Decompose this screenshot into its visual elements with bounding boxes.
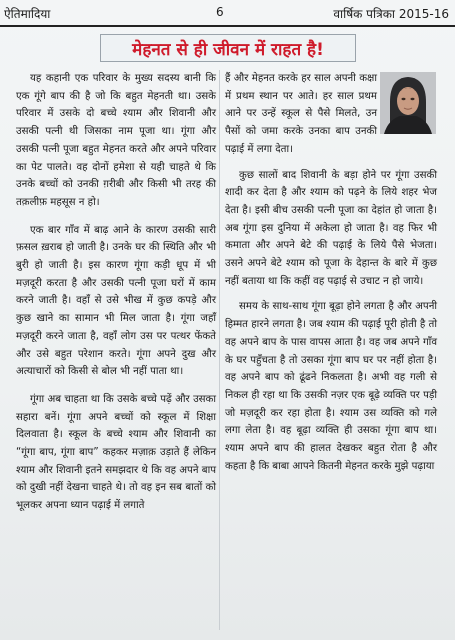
- page-number: 6: [216, 5, 224, 19]
- paragraph: एक बार गाँव में बाढ़ आने के कारण उसकी सारी फ़सल ख़राब हो जाती है। उनके घर की स्थिति और भी बुरी हो जाती है। इस कारण गूंगा कड़ी धूप में भी मज़दूरी करता है और उसकी पत्नी पूजा घरों में काम करने जाती है। वहाँ से उसे भीख में कुछ कपड़े और कुछ खाने का सामान भी मिल जाता है। गूंगा जहाँ मज़दूरी करने जाता है, वहाँ लोग उस पर पत्थर फेंकते और उसे बहुत परेशान करते। गूंगा अपने दुख और अत्याचारों को किसी से बोल भी नहीं पाता था।: [16, 224, 216, 378]
- paragraph: कुछ सालों बाद शिवानी के बड़ा होने पर गूंगा उसकी शादी कर देता है और श्याम को पढ़ने के लिये शहर भेज देता है। इसी बीच उसकी पत्नी पूजा का देहांत हो जाता है। अब गूंगा इस दुनिया में अकेला हो जाता है। वह फिर भी कमाता और अपने बेटे की पढ़ाई के लिये पैसे भेजता। उसने अपने बेटे श्याम को पूजा के देहान्त के बारे में कुछ नहीं बताया था कि कहीं वह पढ़ाई से उचाट न हो जाये।: [225, 169, 437, 287]
- header-magazine-name: ऐतिमादिया: [4, 7, 51, 21]
- right-column: [225, 70, 437, 475]
- title-box: [100, 34, 356, 62]
- photo-wrap-spacer: [377, 70, 437, 134]
- article-title: मेहनत से ही जीवन में राहत है!: [132, 40, 324, 60]
- page-header: [0, 0, 455, 26]
- paragraph: समय के साथ-साथ गूंगा बूढ़ा होने लगता है और अपनी हिम्मत हारने लगता है। जब श्याम की पढ़ाई पूरी होती है तो वह अपने बाप के पास वापस आता है। वह जब अपने गाँव के घर पहुँचता है तो उसका गूंगा बाप घर पर नहीं होता है। वह अपने बाप को ढूंढने निकलता है। अभी वह गली से निकल ही रहा था कि उसकी नज़र एक बूढ़े व्यक्ति पर पड़ी जो मज़दूरी कर रहा होता है। श्याम उस व्यक्ति को गले लगा लेता है। वह बूढ़ा व्यक्ति ही उसका गूंगा बाप था। श्याम अपने बाप की हालत देखकर बहुत रोता है और कहता है कि बाबा आपने कितनी मेहनत करके मुझे पढ़ाया: [225, 301, 437, 472]
- paragraph: हैं और मेहनत करके हर साल अपनी कक्षा में प्रथम स्थान पर आते। हर साल प्रथम आने पर उन्हें स्कूल से पैसे मिलते, उन पैसों को जमा करके उनका बाप उनकी पढ़ाई में लगा देता।: [225, 70, 437, 159]
- paragraph: यह कहानी एक परिवार के मुख्य सदस्य बानी कि एक गूंगे बाप की है जो कि बहुत मेहनती था। उसके परिवार में उसके दो बच्चे श्याम और शिवानी और उसकी पत्नी थी जिसका नाम पूजा था। गूंगा और उसकी पत्नी पूजा बहुत मेहनत करते और अपने परिवार का पेट पालते। वह दोनों हमेशा से यही चाहते थे कि उनके बच्चों को उनकी ग़रीबी और किसी भी तरह की तक़लीफ़ महसूस न हो।: [16, 73, 216, 208]
- left-column: [16, 70, 216, 515]
- header-rule: [0, 25, 455, 27]
- header-annual-magazine-year: वार्षिक पत्रिका 2015-16: [333, 7, 449, 21]
- paragraph: गूंगा अब चाहता था कि उसके बच्चे पढ़ें और उसका सहारा बनें। गूंगा अपने बच्चों को स्कूल में शिक्षा दिलवाता है। स्कूल के बच्चे श्याम और शिवानी का “गूंगा बाप, गूंगा बाप” कहकर मज़ाक़ उड़ाते हैं लेकिन श्याम और शिवानी इतने समझदार थे कि वह अपने बाप को दुखी नहीं देखना चाहते थे। तो वह इन सब बातों को भूलकर अपना ध्यान पढ़ाई में लगाते: [16, 393, 216, 512]
- column-divider: [219, 70, 220, 630]
